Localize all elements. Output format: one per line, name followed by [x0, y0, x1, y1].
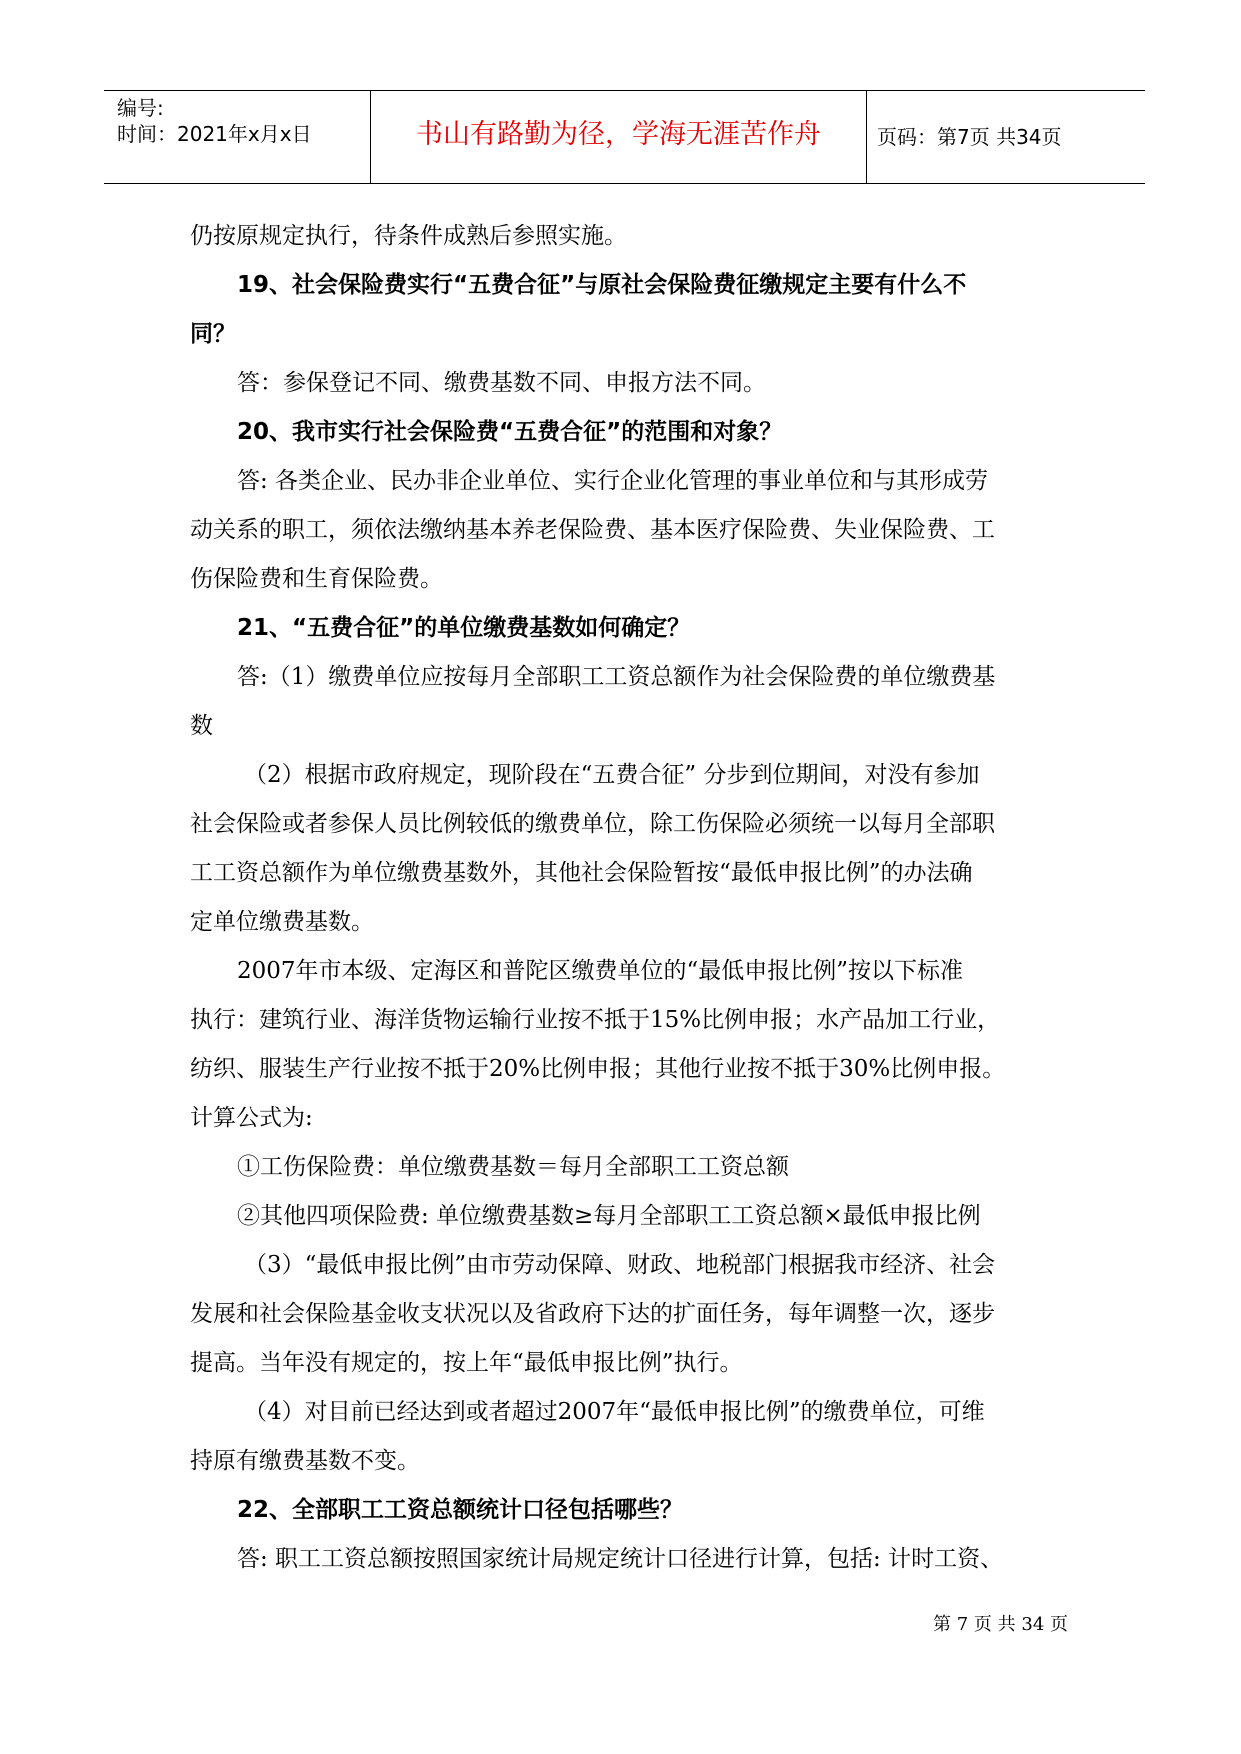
- header-info-cell: [104, 91, 370, 183]
- formula-line: ①工伤保险费：单位缴费基数＝每月全部职工工资总额: [237, 1154, 789, 1180]
- answer-20-line: 伤保险费和生育保险费。: [190, 566, 443, 592]
- question-19-heading-cont: 同？: [190, 321, 236, 347]
- answer-21-line: （2）根据市政府规定，现阶段在“五费合征” 分步到位期间，对没有参加: [244, 762, 980, 788]
- answer-21-line: 提高。当年没有规定的，按上年“最低申报比例”执行。: [190, 1350, 743, 1376]
- answer-21-line: 执行：建筑行业、海洋货物运输行业按不抵于15%比例申报；水产品加工行业，: [190, 1007, 1001, 1033]
- answer-21-line: 答:（1）缴费单位应按每月全部职工工资总额作为社会保险费的单位缴费基: [237, 664, 996, 690]
- question-21-heading: 21、“五费合征”的单位缴费基数如何确定？: [237, 615, 691, 641]
- header-motto: 书山有路勤为径，学海无涯苦作舟: [416, 119, 821, 150]
- answer-21-line: 纺织、服装生产行业按不抵于20%比例申报；其他行业按不抵于30%比例申报。: [190, 1056, 1006, 1082]
- answer-20-line: 动关系的职工，须依法缴纳基本养老保险费、基本医疗保险费、失业保险费、工: [190, 517, 995, 543]
- answer-22-line: 答: 职工工资总额按照国家统计局规定统计口径进行计算，包括: 计时工资、: [237, 1546, 1004, 1572]
- text-line: 仍按原规定执行，待条件成熟后参照实施。: [190, 223, 627, 249]
- answer-21-line: 计算公式为:: [190, 1105, 313, 1131]
- answer-21-line: 持原有缴费基数不变。: [190, 1448, 420, 1474]
- document-time-label: 时间：2021年x月x日: [117, 122, 312, 146]
- answer-21-line: 发展和社会保险基金收支状况以及省政府下达的扩面任务，每年调整一次，逐步: [190, 1301, 995, 1327]
- answer-21-line: 工工资总额作为单位缴费基数外，其他社会保险暂按“最低申报比例”的办法确: [190, 860, 973, 886]
- document-number-label: 编号:: [117, 96, 164, 120]
- question-20-heading: 20、我市实行社会保险费“五费合征”的范围和对象？: [237, 419, 783, 445]
- formula-line: ②其他四项保险费: 单位缴费基数≥每月全部职工工资总额×最低申报比例: [237, 1203, 981, 1229]
- answer-21-line: 社会保险或者参保人员比例较低的缴费单位，除工伤保险必须统一以每月全部职: [190, 811, 995, 837]
- answer-20-line: 答: 各类企业、民办非企业单位、实行企业化管理的事业单位和与其形成劳: [237, 468, 989, 494]
- answer-21-line: 2007年市本级、定海区和普陀区缴费单位的“最低申报比例”按以下标准: [237, 958, 964, 984]
- answer-21-line: 数: [190, 713, 213, 739]
- header-table: [104, 90, 1145, 184]
- question-19-heading: 19、社会保险费实行“五费合征”与原社会保险费征缴规定主要有什么不: [237, 272, 967, 298]
- header-page-cell: [865, 91, 1145, 183]
- answer-21-line: 定单位缴费基数。: [190, 909, 374, 935]
- header-page-number: 页码：第7页 共34页: [877, 125, 1062, 149]
- answer-19: 答：参保登记不同、缴费基数不同、申报方法不同。: [237, 370, 766, 396]
- page-footer: 第 7 页 共 34 页: [933, 1614, 1068, 1635]
- question-22-heading: 22、全部职工工资总额统计口径包括哪些？: [237, 1497, 684, 1523]
- answer-21-line: （4）对目前已经达到或者超过2007年“最低申报比例”的缴费单位，可维: [244, 1399, 985, 1425]
- header-motto-cell: [370, 91, 867, 183]
- document-body: [190, 212, 1062, 1584]
- answer-21-line: （3）“最低申报比例”由市劳动保障、财政、地税部门根据我市经济、社会: [244, 1252, 996, 1278]
